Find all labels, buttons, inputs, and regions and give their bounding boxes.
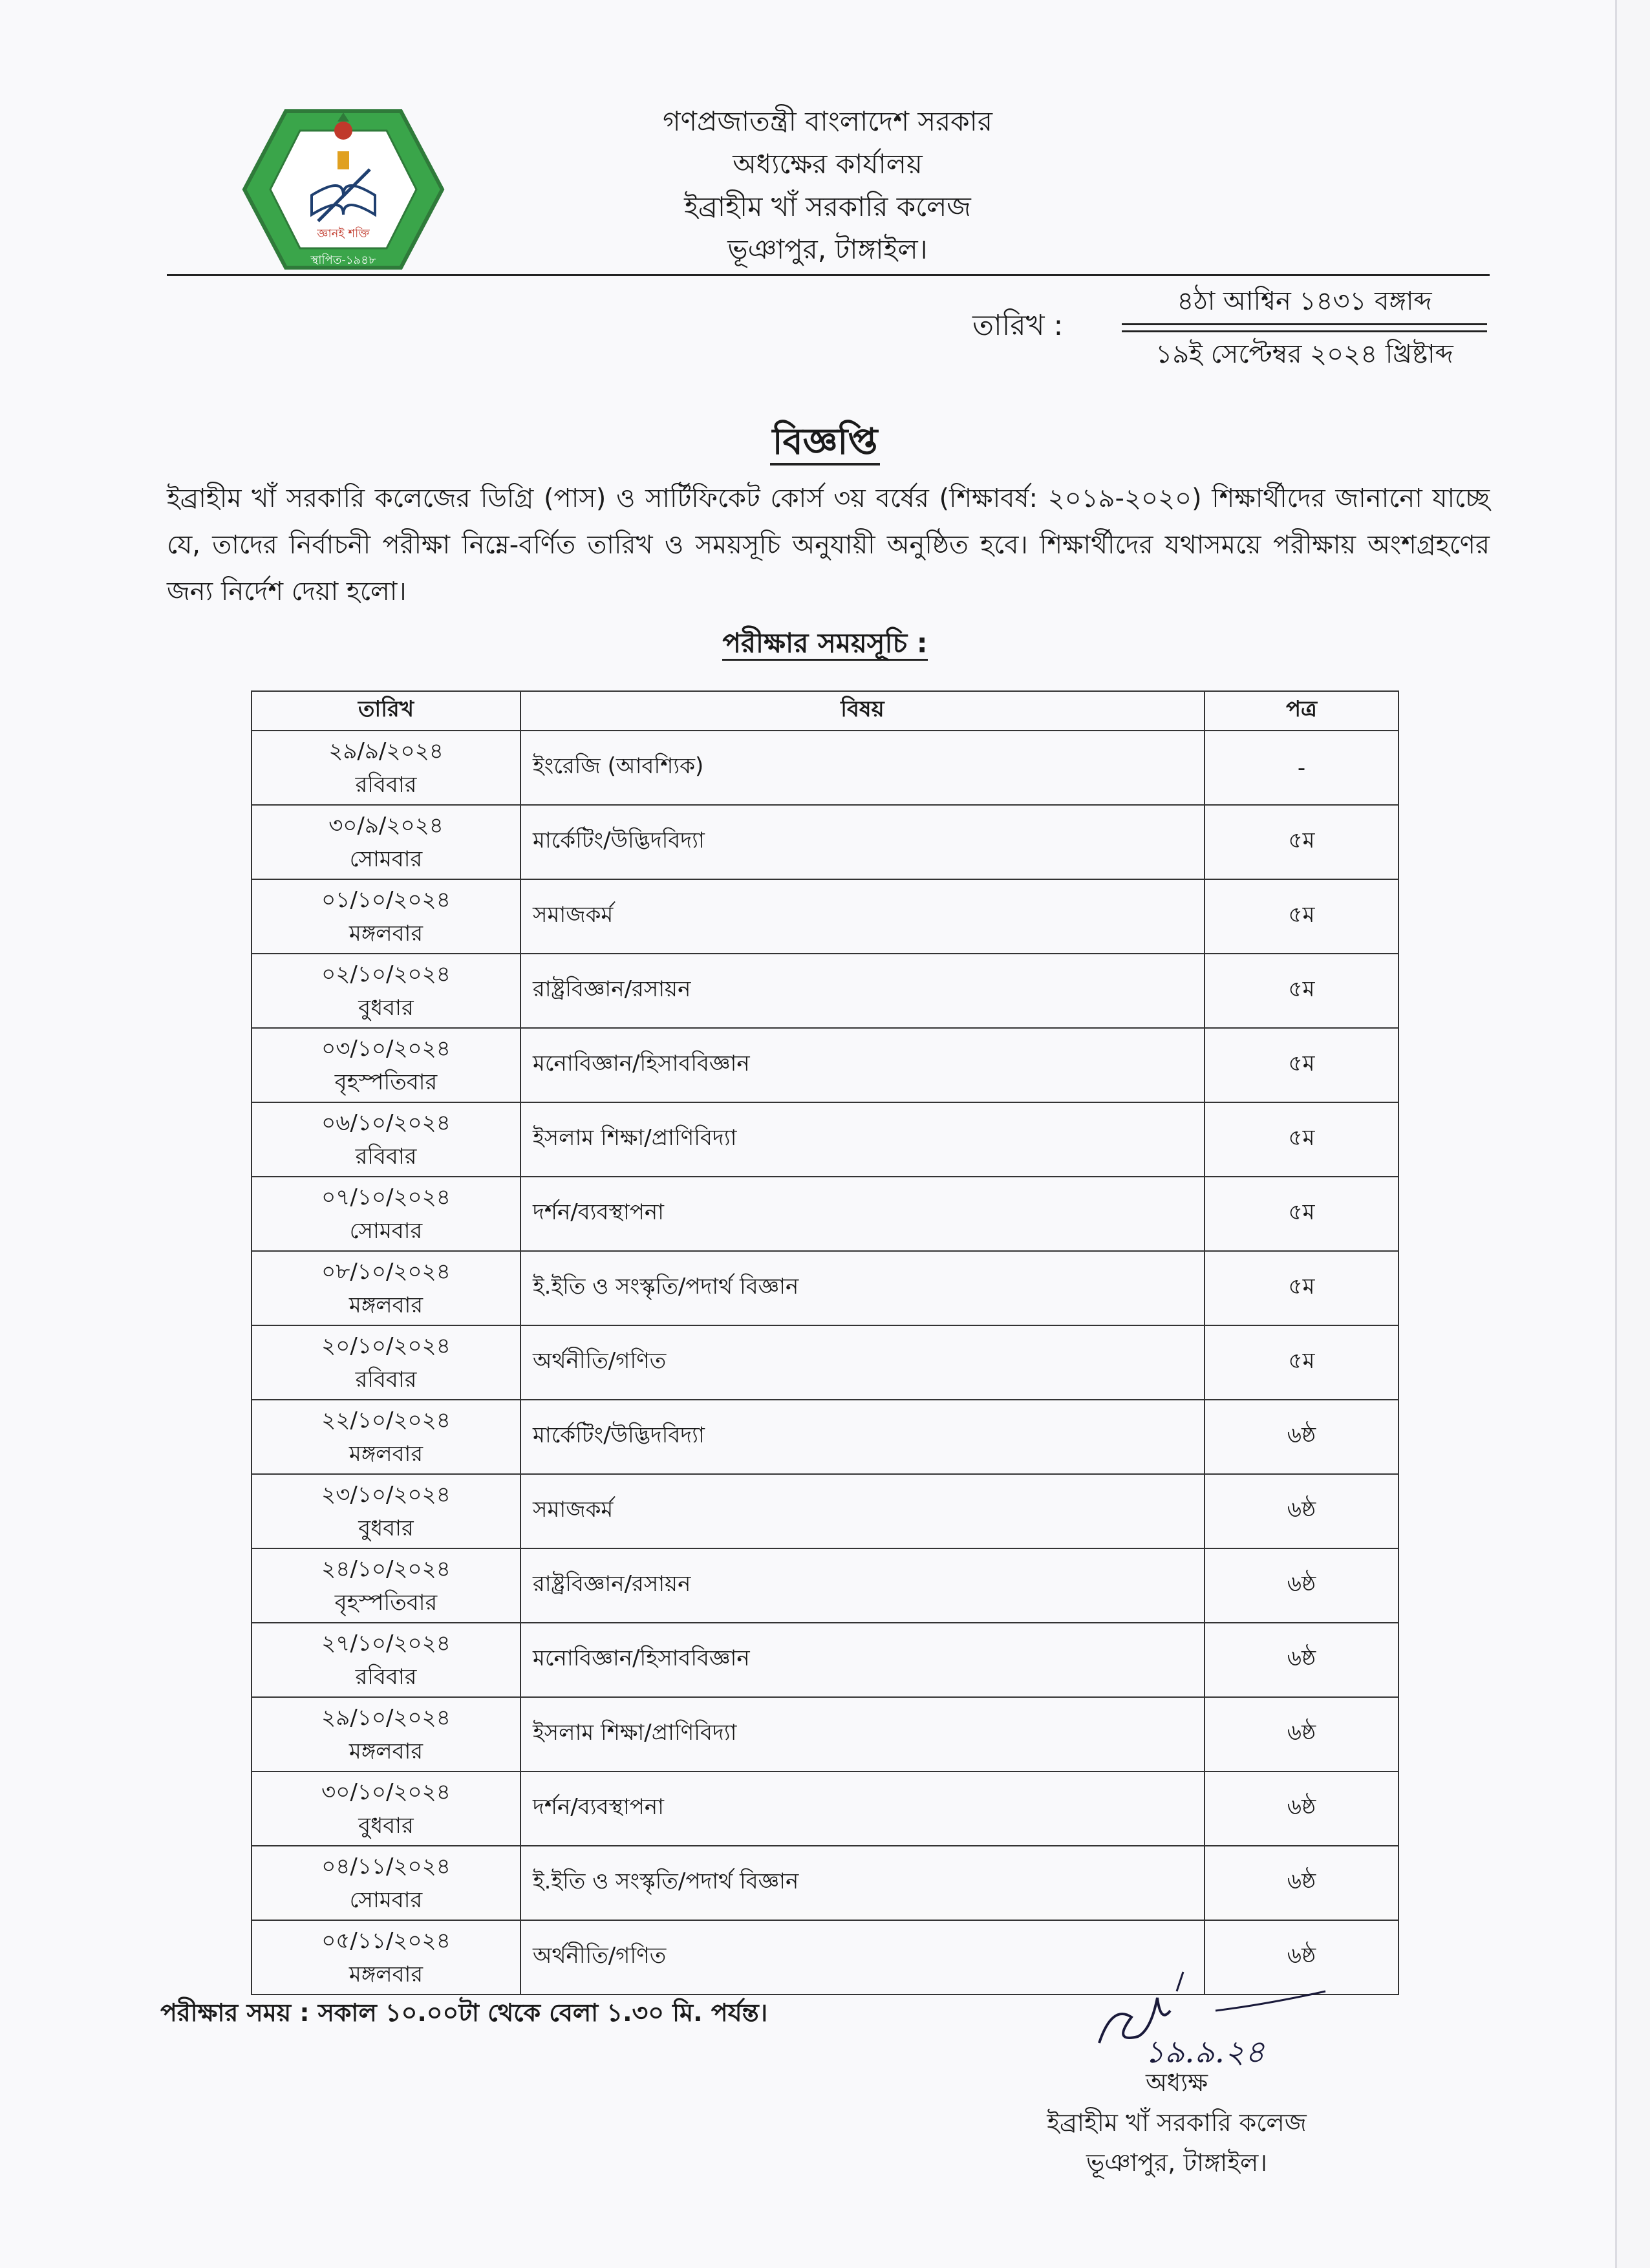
date-cell bbox=[252, 1623, 520, 1697]
paper-cell: ৫ম bbox=[1205, 1325, 1398, 1400]
exam-date: ০৩/১০/২০২৪ bbox=[321, 1035, 451, 1062]
exam-date: ২৩/১০/২০২৪ bbox=[321, 1481, 451, 1508]
subject-cell: ই.ইতি ও সংস্কৃতি/পদার্থ বিজ্ঞান bbox=[520, 1251, 1205, 1325]
exam-date: ২০/১০/২০২৪ bbox=[321, 1332, 451, 1359]
table-header-row bbox=[252, 691, 1398, 731]
date-block bbox=[1122, 283, 1487, 372]
subject-cell: ইসলাম শিক্ষা/প্রাণিবিদ্যা bbox=[520, 1102, 1205, 1177]
date-cell bbox=[252, 1697, 520, 1771]
date-cell bbox=[252, 1920, 520, 1995]
signature-date: ১৯.৯.২৪ bbox=[1144, 2034, 1265, 2070]
date-cell bbox=[252, 1325, 520, 1400]
svg-text:জ্ঞানই শক্তি: জ্ঞানই শক্তি bbox=[317, 227, 370, 241]
exam-date: ০২/১০/২০২৪ bbox=[321, 961, 451, 987]
header-address: ভূঞাপুর, টাঙ্গাইল। bbox=[727, 233, 928, 265]
exam-day: বুধবার bbox=[358, 1515, 414, 1541]
exam-time-note: পরীক্ষার সময় : সকাল ১০.০০টা থেকে বেলা ১.৩০ মি. পর্যন্ত। bbox=[160, 1998, 768, 2027]
paper-cell: ৬ষ্ঠ bbox=[1205, 1400, 1398, 1474]
table-row bbox=[252, 731, 1398, 805]
paper-cell: ৫ম bbox=[1205, 1251, 1398, 1325]
paper-cell: ৬ষ্ঠ bbox=[1205, 1548, 1398, 1623]
paper-cell: ৬ষ্ঠ bbox=[1205, 1474, 1398, 1548]
paper-cell: ৬ষ্ঠ bbox=[1205, 1846, 1398, 1920]
subject-cell: ই.ইতি ও সংস্কৃতি/পদার্থ বিজ্ঞান bbox=[520, 1846, 1205, 1920]
subject-cell: ইংরেজি (আবশ্যিক) bbox=[520, 731, 1205, 805]
exam-date: ০১/১০/২০২৪ bbox=[321, 886, 451, 913]
signatory-title: অধ্যক্ষ bbox=[1145, 2068, 1208, 2097]
date-cell bbox=[252, 1400, 520, 1474]
exam-day: মঙ্গলবার bbox=[348, 1738, 423, 1764]
paper-cell: ৫ম bbox=[1205, 805, 1398, 879]
subject-cell: মার্কেটিং/উদ্ভিদবিদ্যা bbox=[520, 805, 1205, 879]
paper-cell: ৫ম bbox=[1205, 1102, 1398, 1177]
header-subject: বিষয় bbox=[520, 691, 1205, 731]
paper-cell: ৫ম bbox=[1205, 1028, 1398, 1102]
subject-cell: রাষ্ট্রবিজ্ঞান/রসায়ন bbox=[520, 1548, 1205, 1623]
exam-day: বৃহস্পতিবার bbox=[334, 1069, 438, 1095]
subject-cell: সমাজকর্ম bbox=[520, 879, 1205, 954]
exam-day: বুধবার bbox=[358, 994, 414, 1021]
svg-text:স্থাপিত-১৯৪৮: স্থাপিত-১৯৪৮ bbox=[310, 253, 376, 267]
college-logo bbox=[241, 105, 446, 274]
date-label: তারিখ : bbox=[972, 309, 1064, 342]
schedule-title-text: পরীক্ষার সময়সূচি : bbox=[722, 627, 927, 661]
exam-date: ২৭/১০/২০২৪ bbox=[321, 1630, 451, 1656]
exam-date: ২৪/১০/২০২৪ bbox=[321, 1556, 451, 1582]
paper-cell: ৬ষ্ঠ bbox=[1205, 1623, 1398, 1697]
paper-cell: ৫ম bbox=[1205, 954, 1398, 1028]
date-cell bbox=[252, 954, 520, 1028]
date-cell bbox=[252, 1474, 520, 1548]
exam-day: মঙ্গলবার bbox=[348, 1440, 423, 1467]
subject-cell: মনোবিজ্ঞান/হিসাববিজ্ঞান bbox=[520, 1623, 1205, 1697]
paper-cell: - bbox=[1205, 731, 1398, 805]
subject-cell: রাষ্ট্রবিজ্ঞান/রসায়ন bbox=[520, 954, 1205, 1028]
signatory-block bbox=[996, 2062, 1358, 2183]
table-row bbox=[252, 1846, 1398, 1920]
date-cell bbox=[252, 1548, 520, 1623]
exam-date: ৩০/৯/২০২৪ bbox=[328, 812, 444, 839]
subject-cell: অর্থনীতি/গণিত bbox=[520, 1920, 1205, 1995]
paper-cell: ৫ম bbox=[1205, 879, 1398, 954]
notice-title-text: বিজ্ঞপ্তি bbox=[770, 421, 881, 465]
subject-cell: ইসলাম শিক্ষা/প্রাণিবিদ্যা bbox=[520, 1697, 1205, 1771]
exam-day: মঙ্গলবার bbox=[348, 1961, 423, 1987]
paper-cell: ৬ষ্ঠ bbox=[1205, 1920, 1398, 1995]
table-row bbox=[252, 954, 1398, 1028]
signatory-college: ইব্রাহীম খাঁ সরকারি কলেজ bbox=[1047, 2108, 1307, 2137]
header-government: গণপ্রজাতন্ত্রী বাংলাদেশ সরকার bbox=[663, 105, 992, 137]
table-row bbox=[252, 1102, 1398, 1177]
table-row bbox=[252, 805, 1398, 879]
date-cell bbox=[252, 1028, 520, 1102]
exam-date: ০৮/১০/২০২৪ bbox=[321, 1258, 451, 1285]
exam-day: রবিবার bbox=[355, 1143, 417, 1170]
exam-day: রবিবার bbox=[355, 1664, 417, 1690]
exam-schedule-table bbox=[251, 690, 1399, 1995]
table-row bbox=[252, 1177, 1398, 1251]
table-row bbox=[252, 879, 1398, 954]
date-cell bbox=[252, 1102, 520, 1177]
date-cell bbox=[252, 1177, 520, 1251]
english-date: ১৯ই সেপ্টেম্বর ২০২৪ খ্রিষ্টাব্দ bbox=[1122, 330, 1487, 372]
notice-title bbox=[0, 414, 1650, 475]
exam-date: ০৫/১১/২০২৪ bbox=[321, 1927, 451, 1954]
table-row bbox=[252, 1697, 1398, 1771]
subject-cell: মার্কেটিং/উদ্ভিদবিদ্যা bbox=[520, 1400, 1205, 1474]
table-row bbox=[252, 1771, 1398, 1846]
table-row bbox=[252, 1251, 1398, 1325]
exam-day: রবিবার bbox=[355, 771, 417, 798]
exam-day: সোমবার bbox=[349, 1217, 423, 1244]
exam-day: রবিবার bbox=[355, 1366, 417, 1393]
date-cell bbox=[252, 1251, 520, 1325]
table-row bbox=[252, 1474, 1398, 1548]
signatory-address: ভূঞাপুর, টাঙ্গাইল। bbox=[1086, 2148, 1267, 2177]
exam-date: ০৬/১০/২০২৪ bbox=[321, 1109, 451, 1136]
bengali-date: ৪ঠা আশ্বিন ১৪৩১ বঙ্গাব্দ bbox=[1122, 283, 1487, 325]
table-row bbox=[252, 1400, 1398, 1474]
date-cell bbox=[252, 879, 520, 954]
exam-date: ২৯/৯/২০২৪ bbox=[328, 738, 444, 764]
exam-day: মঙ্গলবার bbox=[348, 1292, 423, 1318]
header-college: ইব্রাহীম খাঁ সরকারি কলেজ bbox=[684, 191, 971, 222]
header-office: অধ্যক্ষের কার্যালয় bbox=[733, 148, 923, 180]
table-row bbox=[252, 1623, 1398, 1697]
date-cell bbox=[252, 1771, 520, 1846]
header-date: তারিখ bbox=[252, 691, 520, 731]
table-body bbox=[252, 731, 1398, 1995]
date-cell bbox=[252, 731, 520, 805]
paper-cell: ৬ষ্ঠ bbox=[1205, 1771, 1398, 1846]
header-paper: পত্র bbox=[1205, 691, 1398, 731]
table-row bbox=[252, 1325, 1398, 1400]
exam-date: ৩০/১০/২০২৪ bbox=[321, 1779, 451, 1805]
exam-date: ২২/১০/২০২৪ bbox=[321, 1407, 451, 1433]
subject-cell: সমাজকর্ম bbox=[520, 1474, 1205, 1548]
subject-cell: অর্থনীতি/গণিত bbox=[520, 1325, 1205, 1400]
exam-day: বুধবার bbox=[358, 1812, 414, 1839]
exam-date: ০৪/১১/২০২৪ bbox=[321, 1853, 451, 1879]
paper-cell: ৬ষ্ঠ bbox=[1205, 1697, 1398, 1771]
letterhead bbox=[556, 100, 1099, 271]
exam-day: সোমবার bbox=[349, 1887, 423, 1913]
subject-cell: দর্শন/ব্যবস্থাপনা bbox=[520, 1771, 1205, 1846]
exam-day: মঙ্গলবার bbox=[348, 920, 423, 947]
subject-cell: মনোবিজ্ঞান/হিসাববিজ্ঞান bbox=[520, 1028, 1205, 1102]
notice-body: ইব্রাহীম খাঁ সরকারি কলেজের ডিগ্রি (পাস) ও সার্টিফিকেট কোর্স ৩য় বর্ষের (শিক্ষাবর্ষ: ২০১৯-২০২০) শিক্ষার্থীদের জানানো যাচ্ছে যে, তাদের নির্বাচনী পরীক্ষা নিম্নে-বর্ণিত তারিখ ও সময়সূচি অনুযায়ী অনুষ্ঠিত হবে। শিক্ষার্থীদের যথাসময়ে পরীক্ষায় অংশগ্রহণের জন্য নির্দেশ দেয়া হলো। bbox=[167, 484, 1490, 606]
exam-day: বৃহস্পতিবার bbox=[334, 1589, 438, 1616]
paper-cell: ৫ম bbox=[1205, 1177, 1398, 1251]
header-divider bbox=[167, 274, 1490, 276]
subject-cell: দর্শন/ব্যবস্থাপনা bbox=[520, 1177, 1205, 1251]
exam-day: সোমবার bbox=[349, 846, 423, 872]
exam-date: ২৯/১০/২০২৪ bbox=[321, 1704, 451, 1731]
date-cell bbox=[252, 1846, 520, 1920]
table-row bbox=[252, 1548, 1398, 1623]
exam-date: ০৭/১০/২০২৪ bbox=[321, 1184, 451, 1210]
principal-signature bbox=[1086, 1965, 1332, 2075]
date-cell bbox=[252, 805, 520, 879]
schedule-title bbox=[0, 622, 1650, 668]
table-row bbox=[252, 1028, 1398, 1102]
